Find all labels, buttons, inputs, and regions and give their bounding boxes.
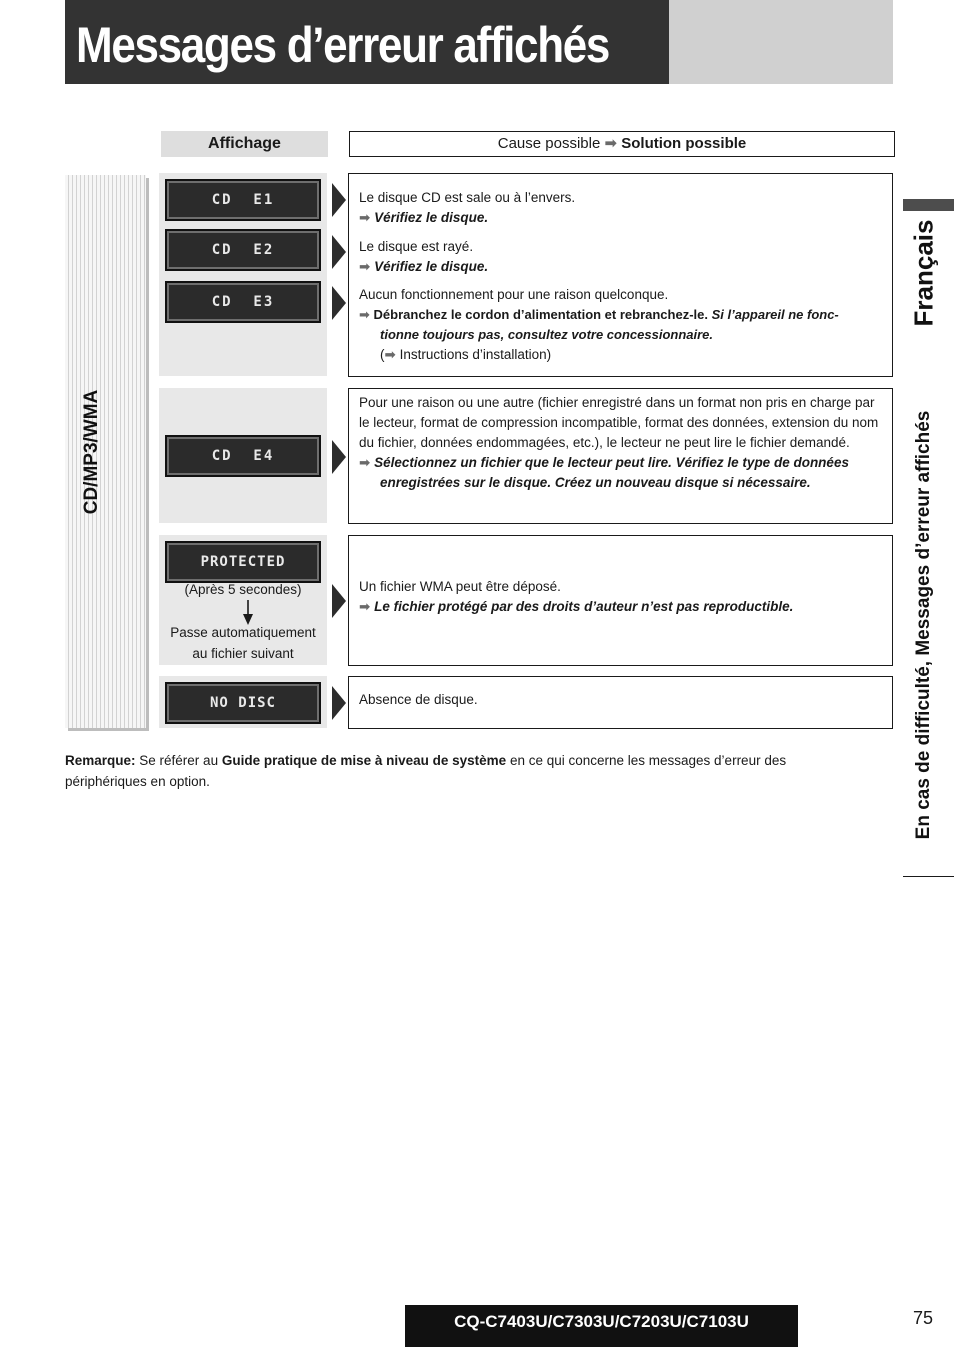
next-file-1: Passe automatiquement [170, 625, 316, 640]
cause-text: Le disque CD est sale ou à l’envers. [359, 190, 576, 205]
header-solution: Solution possible [621, 135, 747, 152]
arrow-icon: ➡ [359, 259, 371, 274]
solution-line [359, 305, 884, 325]
pointer-arrow-icon [332, 183, 346, 217]
page-number: 75 [912, 1308, 934, 1328]
solution-line [359, 208, 884, 228]
next-file-2: au fichier suivant [192, 646, 294, 661]
header-cause-solution [349, 131, 895, 157]
header-cause: Cause possible [497, 135, 601, 152]
remark [65, 750, 845, 792]
cause-block-no-disc [359, 690, 884, 710]
remark-text-2: en ce qui concerne les messages d’erreur des périphériques en option. [65, 753, 787, 789]
side-strip [65, 175, 146, 728]
arrow-icon: ➡ [359, 455, 371, 470]
solution-text-1: Sélectionnez un fichier que le lecteur peut lire. Vérifiez le type de données [374, 455, 849, 470]
cause-text: Aucun fonctionnement pour une raison quelconque. [359, 287, 669, 302]
arrow-icon: ➡ [359, 599, 371, 614]
cause-block-e3 [359, 285, 884, 365]
pointer-arrow-icon [332, 584, 346, 618]
side-label: CD/MP3/WMA [81, 389, 102, 515]
solution-line [359, 453, 884, 473]
solution-line [359, 257, 884, 277]
cause-block-protected [359, 577, 884, 617]
pointer-arrow-icon [332, 286, 346, 320]
after-seconds: (Après 5 secondes) [184, 582, 302, 597]
arrow-icon: ➡ [384, 347, 396, 362]
arrow-icon: ➡ [359, 307, 370, 322]
solution-italic-2: tionne toujours pas, consultez votre concessionnaire. [380, 327, 714, 342]
lcd-no-disc: NO DISC [165, 682, 321, 724]
cause-block-e1 [359, 188, 884, 228]
solution-italic-1: Si l’appareil ne fonc- [711, 307, 839, 322]
solution-text: Le fichier protégé par des droits d’auteur n’est pas reproductible. [374, 599, 794, 614]
remark-label: Remarque: [65, 753, 136, 768]
model-badge: CQ-C7403U/C7303U/C7203U/C7103U [405, 1305, 798, 1347]
solution-line [359, 597, 884, 617]
header-display: Affichage [161, 131, 328, 157]
pointer-arrow-icon [332, 686, 346, 720]
cause-block-e2 [359, 237, 884, 277]
arrow-icon: ➡ [359, 210, 371, 225]
solution-bold: Débranchez le cordon d’alimentation et rebranchez-le. [373, 307, 708, 322]
cause-text: Un fichier WMA peut être déposé. [359, 579, 561, 594]
down-arrow-icon [241, 600, 255, 626]
lcd-cd-e4: CD E4 [165, 435, 321, 477]
reference-text: Instructions d’installation) [399, 347, 552, 362]
language-tab: Français [908, 219, 939, 327]
arrow-icon: ➡ [604, 135, 618, 152]
tab-marker [903, 199, 954, 211]
tab-divider [903, 876, 954, 877]
lcd-cd-e2: CD E2 [165, 229, 321, 271]
cause-text: Pour une raison ou une autre (fichier enregistré dans un format non pris en charge par le lecteur, format de compression incompatible, format des données, extension du nom du fichier, données endommagées, etc.), le lecteur ne peut lire le fichier demandé. [359, 395, 879, 450]
remark-text-1: Se référer au [135, 753, 222, 768]
lcd-cd-e1: CD E1 [165, 179, 321, 221]
pointer-arrow-icon [332, 440, 346, 474]
lcd-cd-e3: CD E3 [165, 281, 321, 323]
solution-text: Vérifiez le disque. [374, 210, 489, 225]
lcd-protected: PROTECTED [165, 541, 321, 583]
cause-block-e4 [359, 393, 884, 493]
page-title: Messages d’erreur affichés [76, 17, 610, 73]
solution-text: Vérifiez le disque. [374, 259, 489, 274]
section-tab: En cas de difficulté, Messages d’erreur affichés [913, 410, 934, 840]
cause-text: Absence de disque. [359, 692, 478, 707]
reference-line: (➡ Instructions d’installation) [380, 347, 552, 362]
cause-text: Le disque est rayé. [359, 239, 474, 254]
remark-guide: Guide pratique de mise à niveau de système [221, 753, 507, 768]
pointer-arrow-icon [332, 235, 346, 269]
solution-text-2: enregistrées sur le disque. Créez un nouveau disque si nécessaire. [380, 475, 811, 490]
